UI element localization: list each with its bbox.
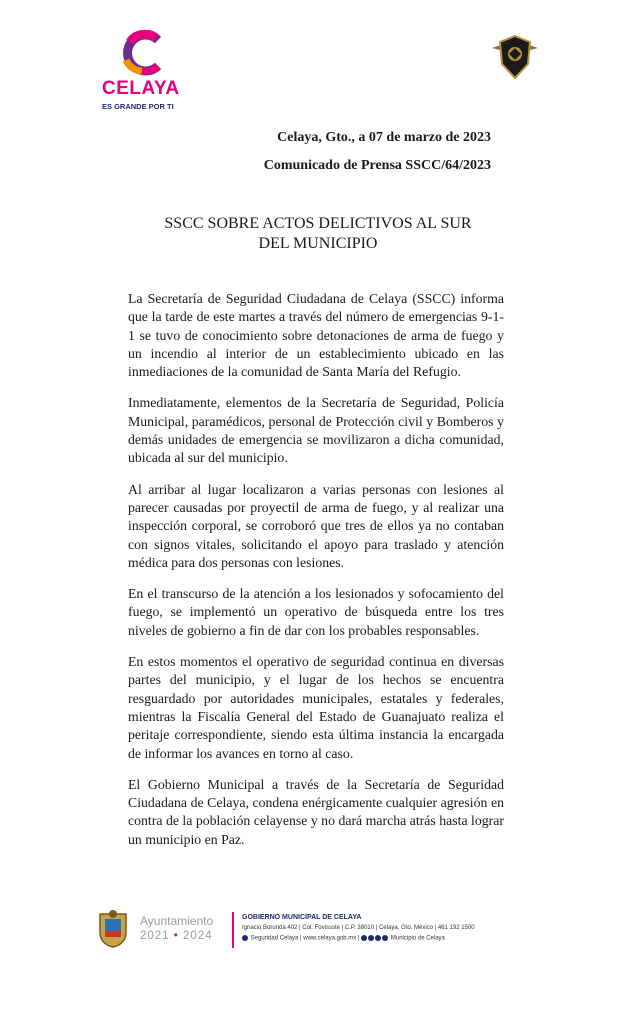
- brand-name: CELAYA: [102, 78, 180, 99]
- headline-line-1: SSCC SOBRE ACTOS DELICTIVOS AL SUR: [164, 215, 472, 232]
- date-line: Celaya, Gto., a 07 de marzo de 2023: [277, 130, 491, 145]
- footer-divider: [232, 912, 234, 948]
- social-left-text: Seguridad Celaya | www.celaya.gob.mx |: [250, 935, 360, 942]
- paragraph: En el transcurso de la atención a los lesionados y sofocamiento del fuego, se implementó un operativo de búsqueda entre los tres niveles de gobierno a fin de dar con los probables responsables.: [128, 586, 504, 638]
- headline: [128, 214, 508, 254]
- year-separator: •: [173, 930, 179, 942]
- youtube-icon: [375, 935, 381, 941]
- instagram-icon: [382, 935, 388, 941]
- government-name: GOBIERNO MUNICIPAL DE CELAYA: [242, 914, 362, 921]
- footer: [96, 908, 546, 956]
- paragraph: En estos momentos el operativo de seguridad continua en diversas partes del municipio, y el lugar de los hechos se encuentra resguardado por autoridades municipales, estatales y federales, mientras la Fiscalía General del Estado de Guanajuato realiza el peritaje correspondiente, siendo esta última instancia la encargada de informar los avances en torno al caso.: [128, 654, 504, 761]
- administration-years: [140, 930, 213, 942]
- social-line: [242, 935, 445, 942]
- celaya-c-logo-icon: [120, 30, 166, 76]
- sscc-eagle-emblem-icon: [490, 32, 540, 82]
- year-start: 2021: [140, 930, 170, 942]
- twitter-icon: [368, 935, 374, 941]
- paragraph: Al arribar al lugar localizaron a varias personas con lesiones al parecer causadas por proyectil de arma de fuego, y al realizar una inspección corporal, se corroboró que tres de ellos ya no contaban con signos vitales, solicitando el apoyo para traslado y atención médica para dos personas con lesiones.: [128, 481, 504, 570]
- year-end: 2024: [183, 930, 213, 942]
- facebook-icon: [242, 935, 248, 941]
- press-release-number: Comunicado de Prensa SSCC/64/2023: [263, 158, 491, 173]
- paragraph: Inmediatamente, elementos de la Secretaría de Seguridad, Policía Municipal, paramédicos, personal de Protección civil y Bomberos y demás unidades de emergencia se movilizaron a dicha comunidad, ubicada al sur del municipio.: [128, 395, 504, 466]
- address-line: Ignacio Borunda 402 | Col. Fovissste | C.P. 38010 | Celaya, Gto. México | 461 192 1500: [242, 925, 475, 931]
- facebook-icon: [361, 935, 367, 941]
- press-release-body: [128, 290, 504, 862]
- brand-tagline: ES GRANDE POR TI: [102, 102, 174, 111]
- municipal-seal-icon: [96, 908, 130, 948]
- headline-line-2: DEL MUNICIPIO: [258, 235, 378, 252]
- ayuntamiento-label: Ayuntamiento: [140, 914, 214, 928]
- paragraph: El Gobierno Municipal a través de la Secretaría de Seguridad Ciudadana de Celaya, condena enérgicamente cualquier agresión en contra de la población celayense y no dará marcha atrás hasta lograr un municipio en Paz.: [128, 776, 504, 847]
- paragraph: La Secretaría de Seguridad Ciudadana de Celaya (SSCC) informa que la tarde de este martes a través del número de emergencias 9-1-1 se tuvo de conocimiento sobre detonaciones de arma de fuego y un incendio al interior de un establecimiento ubicado en las inmediaciones de la comunidad de Santa María del Refugio.: [128, 291, 504, 380]
- celaya-logo: [100, 28, 200, 118]
- social-right-text: Municipio de Celaya: [390, 935, 445, 942]
